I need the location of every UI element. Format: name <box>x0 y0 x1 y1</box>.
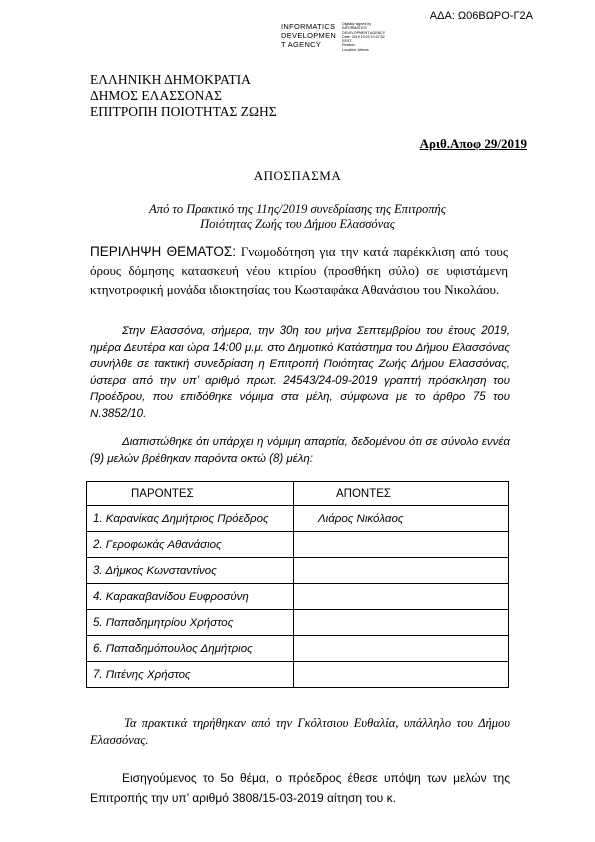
document-title: ΑΠΟΣΠΑΣΜΑ <box>253 168 342 183</box>
table-row <box>87 532 509 558</box>
agenda-item-paragraph: Εισηγούμενος το 5ο θέμα, ο πρόεδρος έθεσε υπόψη των μελών της Επιτροπής την υπ’ αριθμό 3808/15-03-2019 αίτηση του κ. <box>90 771 510 805</box>
present-member: 7. Πιτένης Χρήστος <box>87 662 294 688</box>
ada-code: ΑΔΑ: Ω06ΒΩΡΟ-Γ2Α <box>429 10 533 22</box>
absent-member: Λιάρος Νικόλαος <box>294 506 509 532</box>
header-committee: ΕΠΙΤΡΟΠΗ ΠΟΙΟΤΗΤΑΣ ΖΩΗΣ <box>90 104 277 119</box>
topic-text: Γνωμοδότηση για την κατά παρέκκλιση από τους όρους δόμησης κατασκευή νέου κτιρίου (προσθήκη σύλο) σε υφιστάμενη κτηνοτροφική μονάδα ιδιοκτησίας του Κωσταφάκα Αθανάσιου του Νικολάου. <box>90 244 508 297</box>
table-row <box>87 636 509 662</box>
table-row <box>87 558 509 584</box>
absent-header: ΑΠΟΝΤΕΣ <box>294 482 509 506</box>
table-header-row <box>87 482 509 506</box>
present-member: 3. Δήμκος Κωνσταντίνος <box>87 558 294 584</box>
minutes-reference: Από το Πρακτικό της 11ης/2019 συνεδρίασης της Επιτροπής Ποιότητας Ζωής του Δήμου Ελασσόνας <box>149 202 446 231</box>
attendance-table <box>86 481 509 688</box>
meeting-paragraph: Στην Ελασσόνα, σήμερα, την 30η του μήνα Σεπτεμβρίου του έτους 2019, ημέρα Δευτέρα και ώρα 14:00 μ.μ. στο Δημοτικό Κατάστημα του Δήμου Ελασσόνας συνήλθε σε τακτική συνεδρίαση η Επιτροπή Ποιότητας Ζωής Δήμου Ελασσόνας, ύστερα από την υπ’ αριθμό πρωτ. 24543/24-09-2019 γραπτή πρόσκληση του Προέδρου, που επιδόθηκε νόμιμα στα μέλη, σύμφωνα με το άρθρο 75 του Ν.3852/10. <box>90 325 510 420</box>
quorum-paragraph: Διαπιστώθηκε ότι υπάρχει η νόμιμη απαρτία, δεδομένου ότι σε σύνολο εννέα (9) μελών βρέθηκαν παρόντα οκτώ (8) μέλη: <box>90 436 510 465</box>
decision-number: Αριθ.Αποφ 29/2019 <box>419 136 527 151</box>
issuer-header <box>90 72 277 120</box>
table-row <box>87 584 509 610</box>
topic-label: ΠΕΡΙΛΗΨΗ ΘΕΜΑΤΟΣ: <box>90 244 236 259</box>
absent-member <box>294 558 509 584</box>
signature-details: Digitally signed by INFORMATICS DEVELOPMENT AGENCY Date: 2019.10.03 10:37:52 EEST Reason: Location: Athens <box>342 22 386 52</box>
present-member: 6. Παπαδημόπουλος Δημήτριος <box>87 636 294 662</box>
absent-member <box>294 610 509 636</box>
present-member: 2. Γεροφωκάς Αθανάσιος <box>87 532 294 558</box>
absent-member <box>294 584 509 610</box>
minutes-keeper-paragraph: Τα πρακτικά τηρήθηκαν από την Γκόλτσιου Ευθαλία, υπάλληλο του Δήμου Ελασσόνας. <box>90 716 510 747</box>
present-member: 1. Καρανίκας Δημήτριος Πρόεδρος <box>87 506 294 532</box>
absent-member <box>294 636 509 662</box>
header-municipality: ΔΗΜΟΣ ΕΛΑΣΣΟΝΑΣ <box>90 88 223 103</box>
topic-summary <box>90 242 508 299</box>
absent-member <box>294 532 509 558</box>
table-row <box>87 610 509 636</box>
present-header: ΠΑΡΟΝΤΕΣ <box>87 482 294 506</box>
absent-member <box>294 662 509 688</box>
signature-agency-name: INFORMATICS DEVELOPMEN T AGENCY <box>281 22 337 49</box>
digital-signature-stamp <box>281 22 385 52</box>
table-row <box>87 662 509 688</box>
present-member: 4. Καρακαβανίδου Ευφροσύνη <box>87 584 294 610</box>
present-member: 5. Παπαδημητρίου Χρήστος <box>87 610 294 636</box>
header-republic: ΕΛΛΗΝΙΚΗ ΔΗΜΟΚΡΑΤΙΑ <box>90 72 251 87</box>
table-row <box>87 506 509 532</box>
